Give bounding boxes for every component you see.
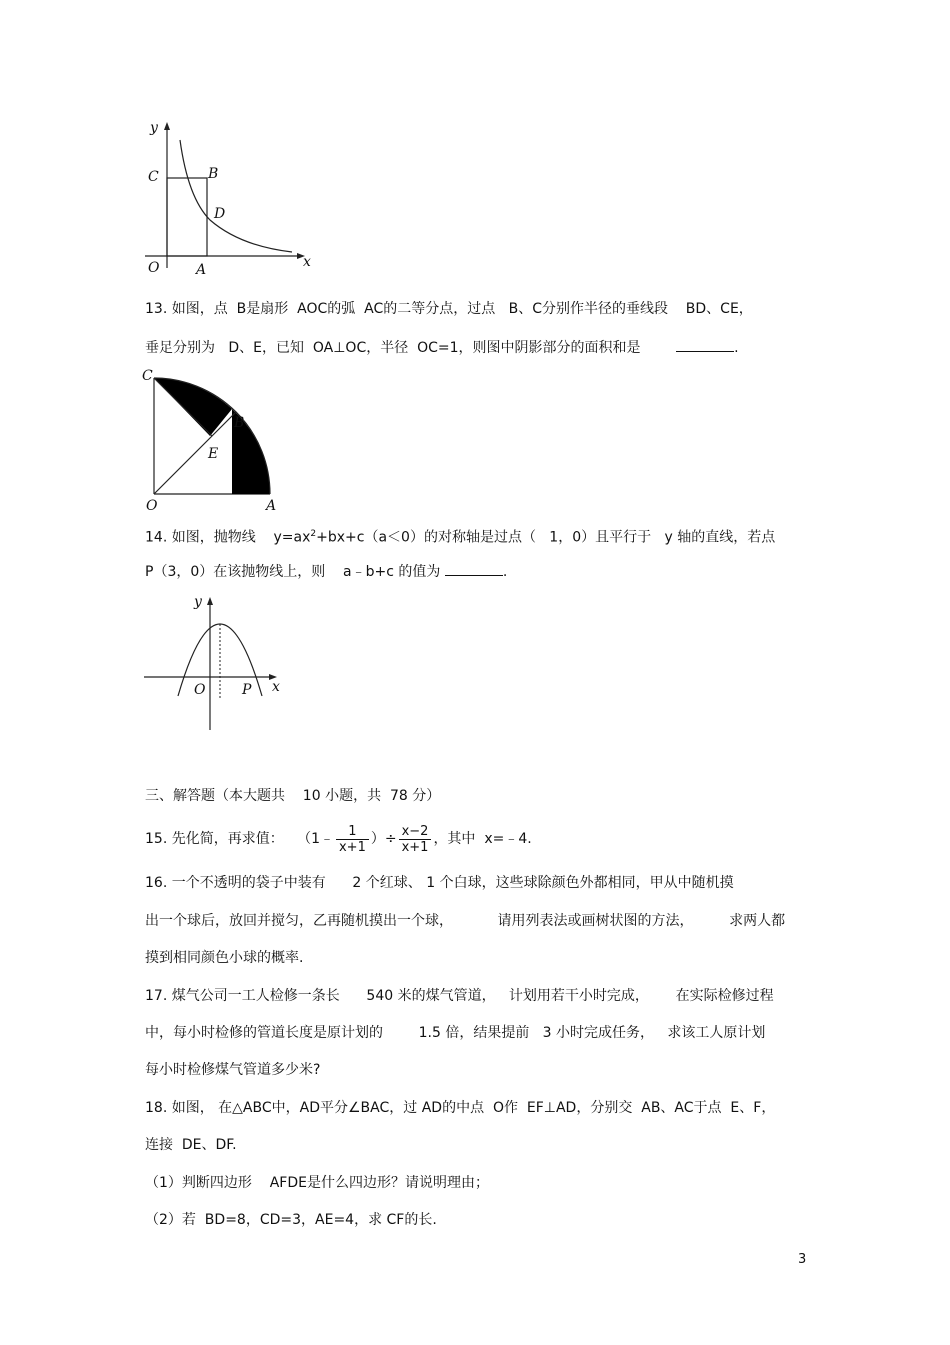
q16-line3: 摸到相同颜色小球的概率. [145,950,304,966]
q15-prefix: 15. 先化简，再求值： （1﹣ [145,831,334,847]
figure-parabola [140,592,290,737]
y-axis-arrow-icon [164,122,170,130]
figure-hyperbola [140,118,320,278]
label-O: O [194,682,206,698]
label-y: y [150,120,158,136]
q18-line3: （1）判断四边形 AFDE是什么四边形？请说明理由； [145,1175,489,1191]
fraction-2 [399,824,432,855]
q13-line2: 垂足分别为 D、E，已知 OA⊥OC，半径 OC=1，则图中阴影部分的面积和是 . [145,340,739,356]
label-C: C [148,169,159,185]
answer-blank [676,339,734,352]
q13-line1: 13. 如图，点 B是扇形 AOC的弧 AC的二等分点，过点 B、C分别作半径的垂线段 BD、CE， [145,301,753,317]
radius-OB [154,412,236,494]
q14-line2-text: P（3，0）在该抛物线上，则 a﹣b+c 的值为 [145,564,441,580]
q14-line1b: +bx+c（a＜0）的对称轴是过点（ 1，0）且平行于 y 轴的直线，若点 [316,529,776,546]
q14-line1 [145,525,775,547]
fraction-2-denominator: x+1 [401,839,429,855]
hyperbola-curve [180,140,292,252]
q14-line2: P（3，0）在该抛物线上，则 a﹣b+c 的值为 . [145,564,508,580]
q18-line1: 18. 如图， 在△ABC中，AD平分∠BAC，过 AD的中点 O作 EF⊥AD，分别交 AB、AC于点 E、F， [145,1100,776,1116]
q17-line3: 每小时检修煤气管道多少米? [145,1062,321,1078]
section-3-heading: 三、解答题（本大题共 10 小题，共 78 分） [145,788,441,804]
label-B: B [208,166,219,182]
answer-blank [445,563,503,576]
y-axis-arrow-icon [207,597,213,605]
rectangle-OABC [167,178,207,256]
fraction-1 [336,824,369,855]
label-x: x [303,254,311,270]
label-A: A [266,498,277,512]
label-C: C [142,368,153,384]
fraction-1-denominator: x+1 [338,839,366,855]
q18-line4: （2）若 BD=8，CD=3，AE=4，求 CF的长. [145,1212,437,1228]
label-B: B [234,415,245,431]
q17-line2: 中，每小时检修的管道长度是原计划的 1.5 倍，结果提前 3 小时完成任务， 求该工人原计划 [145,1025,766,1041]
exponent: 2 [310,529,317,539]
label-E: E [208,446,219,462]
q15-suffix: ，其中 x=﹣4. [433,831,532,847]
q17-line1: 17. 煤气公司一工人检修一条长 540 米的煤气管道， 计划用若干小时完成， 在实际检修过程 [145,988,774,1004]
label-O: O [148,260,160,276]
q14-line1a: 14. 如图，抛物线 y=ax [145,529,311,546]
q15-line [145,822,532,856]
q13-line2-text: 垂足分别为 D、E，已知 OA⊥OC，半径 OC=1，则图中阴影部分的面积和是 [145,340,641,356]
fraction-2-numerator: x−2 [399,824,432,840]
q18-line2: 连接 DE、DF. [145,1137,237,1153]
label-P: P [242,682,252,698]
fraction-1-numerator: 1 [336,824,369,840]
label-x: x [272,679,280,695]
label-A: A [196,262,207,278]
page-number: 3 [798,1252,807,1267]
q15-mid: ）÷ [370,831,397,847]
q16-line1: 16. 一个不透明的袋子中装有 2 个红球、 1 个白球，这些球除颜色外都相同，甲从中随机摸 [145,875,734,891]
label-D: D [214,206,226,222]
label-y: y [194,594,202,610]
label-O: O [146,498,158,512]
figure-sector [140,366,280,512]
q16-line2: 出一个球后，放回并搅匀，乙再随机摸出一个球， 请用列表法或画树状图的方法， 求两人都 [145,913,786,929]
